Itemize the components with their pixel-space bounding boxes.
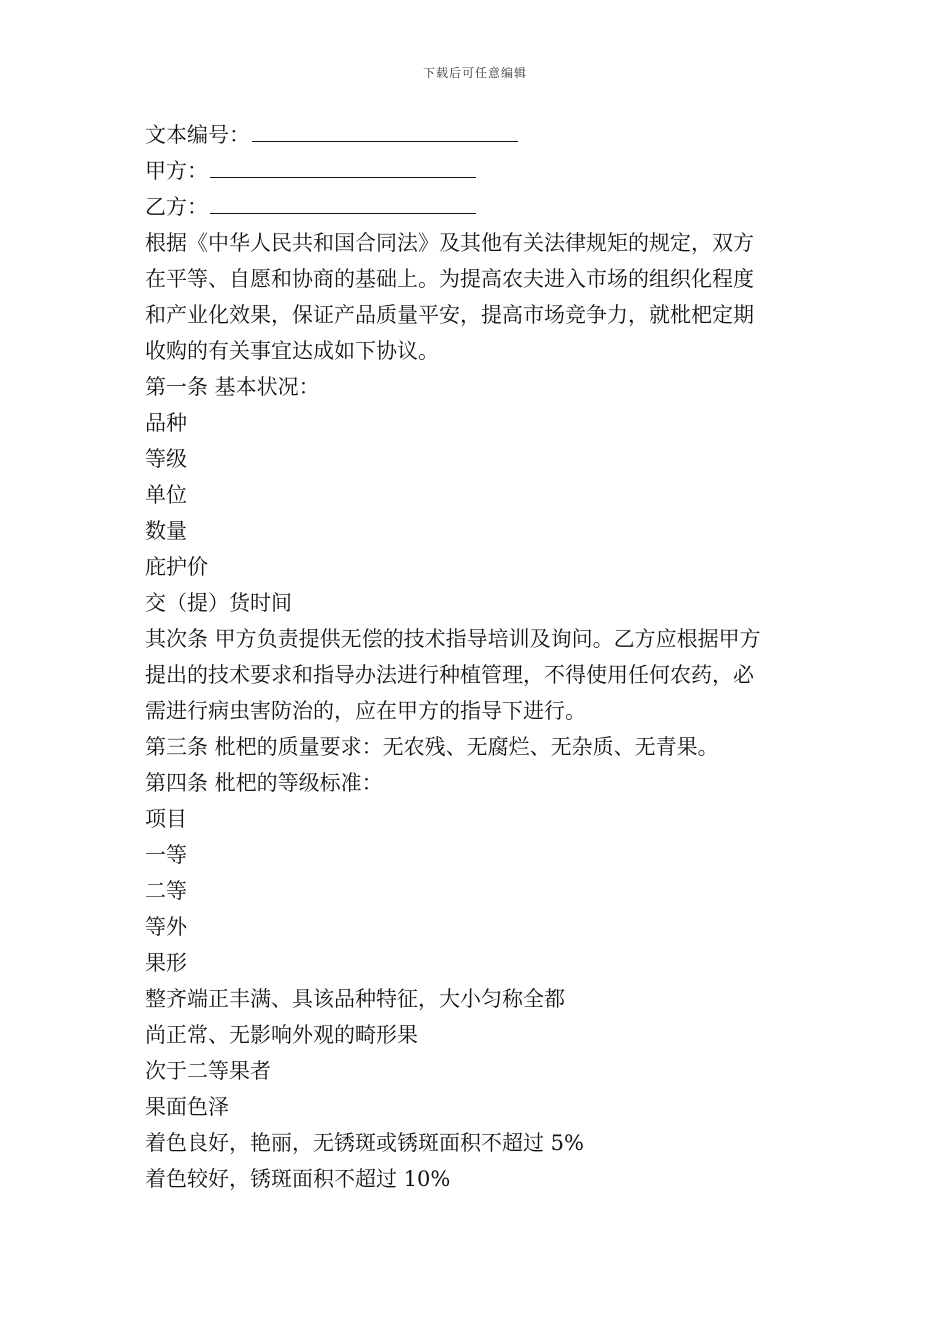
- contract-code-row: [145, 117, 815, 153]
- preamble-paragraph: [145, 225, 815, 369]
- article-1-item: 庇护价: [145, 555, 208, 579]
- article-4-item: 着色较好，锈斑面积不超过 10%: [145, 1167, 451, 1191]
- article-2-line: 其次条 甲方负责提供无偿的技术指导培训及询问。乙方应根据甲方: [145, 627, 761, 651]
- article-4-title: 第四条 枇杷的等级标准：: [145, 771, 383, 795]
- article-4-item: 等外: [145, 915, 187, 939]
- article-1-title: 第一条 基本状况：: [145, 375, 320, 399]
- party-b-label: 乙方：: [145, 195, 208, 219]
- article-2-line: 提出的技术要求和指导办法进行种植管理，不得使用任何农药，必: [145, 663, 754, 687]
- preamble-line: 和产业化效果，保证产品质量平安，提高市场竞争力，就枇杷定期: [145, 303, 754, 327]
- article-4-item: 次于二等果者: [145, 1059, 271, 1083]
- article-4-item: 项目: [145, 807, 187, 831]
- article-4-item: 果面色泽: [145, 1095, 229, 1119]
- article-1-item: 单位: [145, 483, 187, 507]
- article-4-item: 着色良好，艳丽，无锈斑或锈斑面积不超过 5%: [145, 1131, 584, 1155]
- preamble-line: 根据《中华人民共和国合同法》及其他有关法律规矩的规定，双方: [145, 231, 754, 255]
- article-1-item: 品种: [145, 411, 187, 435]
- article-4-item: 二等: [145, 879, 187, 903]
- article-2: [145, 621, 815, 729]
- article-1-item: 交（提）货时间: [145, 591, 292, 615]
- article-4: [145, 765, 815, 1197]
- party-b-row: [145, 189, 815, 225]
- article-2-line: 需进行病虫害防治的，应在甲方的指导下进行。: [145, 699, 586, 723]
- party-a-label: 甲方：: [145, 159, 208, 183]
- article-4-item: 尚正常、无影响外观的畸形果: [145, 1023, 418, 1047]
- article-1-item: 数量: [145, 519, 187, 543]
- preamble-line: 在平等、自愿和协商的基础上。为提高农夫进入市场的组织化程度: [145, 267, 754, 291]
- article-1-item: 等级: [145, 447, 187, 471]
- page-header-note: 下载后可任意编辑: [422, 66, 527, 80]
- contract-code-label: 文本编号：: [145, 123, 250, 147]
- article-4-item: 果形: [145, 951, 187, 975]
- article-3: 第三条 枇杷的质量要求：无农残、无腐烂、无杂质、无青果。: [145, 735, 719, 759]
- preamble-line: 收购的有关事宜达成如下协议。: [145, 339, 439, 363]
- article-4-item: 一等: [145, 843, 187, 867]
- article-4-item: 整齐端正丰满、具该品种特征，大小匀称全都: [145, 987, 565, 1011]
- party-a-blank[interactable]: [210, 153, 476, 178]
- article-1: [145, 369, 815, 621]
- contract-code-blank[interactable]: [252, 117, 518, 142]
- party-b-blank[interactable]: [210, 189, 476, 214]
- party-a-row: [145, 153, 815, 189]
- document-body: [145, 117, 815, 1197]
